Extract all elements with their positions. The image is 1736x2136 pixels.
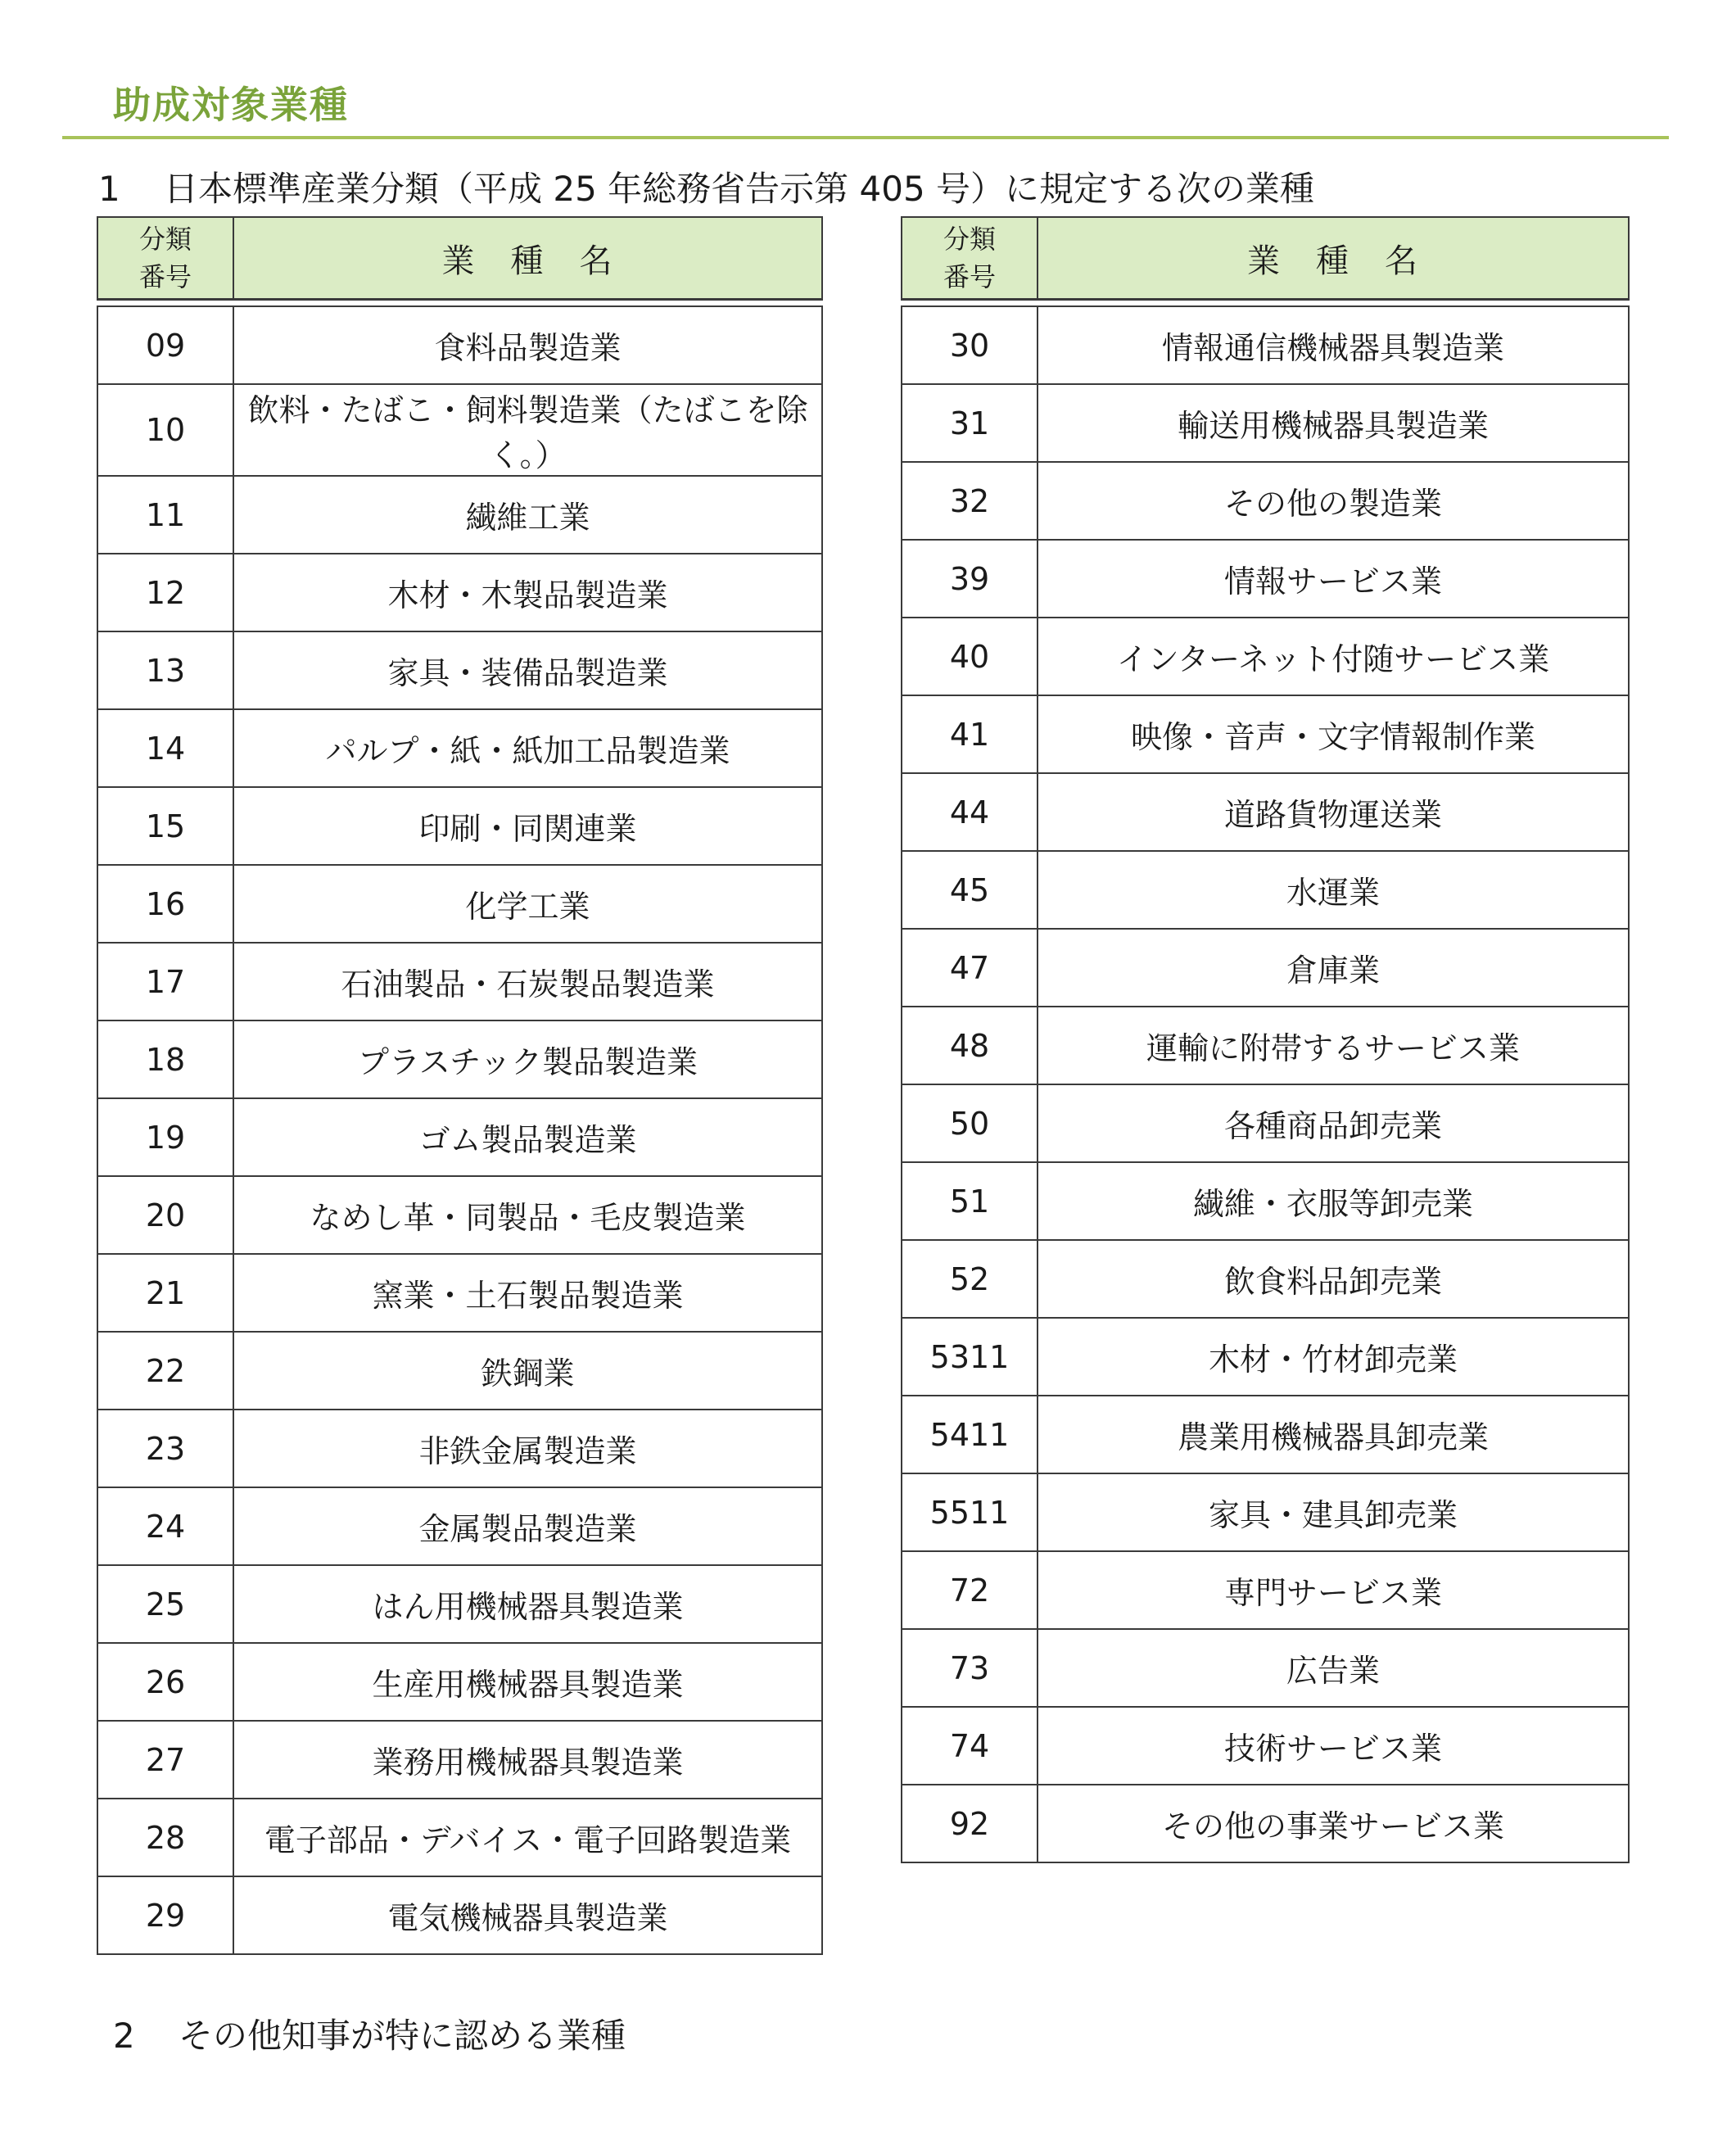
section-1-heading	[98, 162, 1314, 211]
table-row	[97, 865, 822, 943]
industry-name-cell: 家具・装備品製造業	[233, 631, 822, 709]
table-row	[97, 384, 822, 476]
industry-name-cell: 食料品製造業	[233, 306, 822, 384]
table-row	[902, 306, 1629, 384]
table-row	[97, 1254, 822, 1332]
industry-name-cell: 映像・音声・文字情報制作業	[1038, 695, 1629, 773]
industry-name-cell: 飲食料品卸売業	[1038, 1240, 1629, 1318]
table-row	[902, 851, 1629, 929]
industry-name-cell: 窯業・土石製品製造業	[233, 1254, 822, 1332]
classification-number-cell: 5411	[902, 1396, 1038, 1473]
industry-name-cell: 生産用機械器具製造業	[233, 1643, 822, 1721]
classification-number-cell: 30	[902, 306, 1038, 384]
industry-name-cell: なめし革・同製品・毛皮製造業	[233, 1176, 822, 1254]
industry-name-cell: 倉庫業	[1038, 929, 1629, 1007]
classification-number-cell: 24	[97, 1487, 233, 1565]
classification-number-cell: 13	[97, 631, 233, 709]
classification-number-cell: 17	[97, 943, 233, 1020]
table-row	[902, 1396, 1629, 1473]
table-row	[97, 1332, 822, 1410]
classification-number-cell: 09	[97, 306, 233, 384]
table-row	[902, 1551, 1629, 1629]
classification-number-cell: 27	[97, 1721, 233, 1799]
table-spacer-cell	[97, 300, 822, 307]
table-row	[902, 462, 1629, 540]
classification-number-cell: 32	[902, 462, 1038, 540]
table-row	[97, 1098, 822, 1176]
table-row	[902, 773, 1629, 851]
industry-name-cell: 木材・木製品製造業	[233, 554, 822, 631]
industry-name-cell: 木材・竹材卸売業	[1038, 1318, 1629, 1396]
classification-number-cell: 28	[97, 1799, 233, 1876]
classification-number-cell: 73	[902, 1629, 1038, 1707]
industry-name-cell: 化学工業	[233, 865, 822, 943]
table-row	[97, 1799, 822, 1876]
classification-number-cell: 20	[97, 1176, 233, 1254]
industry-name-cell: 石油製品・石炭製品製造業	[233, 943, 822, 1020]
table-row	[97, 476, 822, 554]
classification-number-cell: 47	[902, 929, 1038, 1007]
table-row	[902, 1785, 1629, 1862]
industry-name-cell: 電気機械器具製造業	[233, 1876, 822, 1954]
industry-name-cell: 各種商品卸売業	[1038, 1084, 1629, 1162]
table-row	[902, 1084, 1629, 1162]
classification-number-cell: 40	[902, 618, 1038, 695]
table-row	[97, 787, 822, 865]
classification-number-cell: 31	[902, 384, 1038, 462]
table-row	[97, 1487, 822, 1565]
table-row	[902, 618, 1629, 695]
classification-number-cell: 15	[97, 787, 233, 865]
industry-name-cell: 印刷・同関連業	[233, 787, 822, 865]
classification-number-cell: 51	[902, 1162, 1038, 1240]
industry-name-cell: 情報通信機械器具製造業	[1038, 306, 1629, 384]
table-row	[97, 631, 822, 709]
table-row	[902, 384, 1629, 462]
section-2-text: その他知事が特に認める業種	[179, 2016, 626, 2056]
classification-number-cell: 11	[97, 476, 233, 554]
table-row	[97, 1020, 822, 1098]
classification-number-cell: 23	[97, 1410, 233, 1487]
industry-name-cell: 繊維・衣服等卸売業	[1038, 1162, 1629, 1240]
table-row	[97, 943, 822, 1020]
industry-name-cell: 電子部品・デバイス・電子回路製造業	[233, 1799, 822, 1876]
table-row	[902, 1240, 1629, 1318]
section-2-number: 2	[113, 2016, 135, 2056]
classification-number-cell: 39	[902, 540, 1038, 618]
table-header-row	[902, 217, 1629, 300]
header-classification-number: 分類 番号	[97, 217, 233, 300]
classification-number-cell: 48	[902, 1007, 1038, 1084]
industry-name-cell: はん用機械器具製造業	[233, 1565, 822, 1643]
table-row	[902, 1473, 1629, 1551]
industry-name-cell: 運輸に附帯するサービス業	[1038, 1007, 1629, 1084]
section-1-number: 1	[98, 169, 120, 209]
classification-number-cell: 29	[97, 1876, 233, 1954]
industry-name-cell: 業務用機械器具製造業	[233, 1721, 822, 1799]
classification-number-cell: 26	[97, 1643, 233, 1721]
classification-number-cell: 16	[97, 865, 233, 943]
classification-number-cell: 44	[902, 773, 1038, 851]
industry-name-cell: パルプ・紙・紙加工品製造業	[233, 709, 822, 787]
industry-name-cell: 専門サービス業	[1038, 1551, 1629, 1629]
table-row	[902, 1318, 1629, 1396]
table-row	[902, 1162, 1629, 1240]
industry-name-cell: その他の製造業	[1038, 462, 1629, 540]
classification-number-cell: 45	[902, 851, 1038, 929]
classification-number-cell: 74	[902, 1707, 1038, 1785]
industry-name-cell: 繊維工業	[233, 476, 822, 554]
industry-name-cell: インターネット付随サービス業	[1038, 618, 1629, 695]
table-spacer-row	[97, 300, 822, 307]
table-row	[902, 929, 1629, 1007]
classification-number-cell: 41	[902, 695, 1038, 773]
industry-name-cell: 鉄鋼業	[233, 1332, 822, 1410]
table-row	[97, 1643, 822, 1721]
table-row	[902, 695, 1629, 773]
industry-name-cell: 水運業	[1038, 851, 1629, 929]
table-row	[97, 1721, 822, 1799]
classification-number-cell: 14	[97, 709, 233, 787]
industry-name-cell: ゴム製品製造業	[233, 1098, 822, 1176]
industry-name-cell: 非鉄金属製造業	[233, 1410, 822, 1487]
industry-name-cell: 広告業	[1038, 1629, 1629, 1707]
table-row	[902, 1629, 1629, 1707]
table-row	[902, 1707, 1629, 1785]
industry-name-cell: 道路貨物運送業	[1038, 773, 1629, 851]
industry-name-cell: 技術サービス業	[1038, 1707, 1629, 1785]
classification-number-cell: 21	[97, 1254, 233, 1332]
classification-number-cell: 25	[97, 1565, 233, 1643]
header-classification-number: 分類 番号	[902, 217, 1038, 300]
section-2-heading	[113, 2009, 626, 2058]
industry-name-cell: 飲料・たばこ・飼料製造業（たばこを除く。）	[233, 384, 822, 476]
classification-number-cell: 52	[902, 1240, 1038, 1318]
industry-table-right	[901, 216, 1630, 1863]
classification-number-cell: 10	[97, 384, 233, 476]
classification-number-cell: 5311	[902, 1318, 1038, 1396]
industry-name-cell: 農業用機械器具卸売業	[1038, 1396, 1629, 1473]
industry-table-left	[97, 216, 823, 1955]
classification-number-cell: 12	[97, 554, 233, 631]
table-row	[97, 1565, 822, 1643]
table-spacer-row	[902, 300, 1629, 307]
table-row	[97, 306, 822, 384]
section-1-text: 日本標準産業分類（平成 25 年総務省告示第 405 号）に規定する次の業種	[164, 169, 1315, 209]
page-title: 助成対象業種	[113, 83, 349, 127]
table-row	[97, 1176, 822, 1254]
table-header-row	[97, 217, 822, 300]
industry-name-cell: その他の事業サービス業	[1038, 1785, 1629, 1862]
header-industry-name: 業 種 名	[233, 217, 822, 300]
classification-number-cell: 18	[97, 1020, 233, 1098]
table-spacer-cell	[902, 300, 1629, 307]
industry-name-cell: 輸送用機械器具製造業	[1038, 384, 1629, 462]
table-row	[97, 1876, 822, 1954]
table-row	[97, 554, 822, 631]
classification-number-cell: 50	[902, 1084, 1038, 1162]
industry-name-cell: 家具・建具卸売業	[1038, 1473, 1629, 1551]
classification-number-cell: 22	[97, 1332, 233, 1410]
industry-name-cell: 金属製品製造業	[233, 1487, 822, 1565]
table-row	[902, 1007, 1629, 1084]
industry-name-cell: 情報サービス業	[1038, 540, 1629, 618]
industry-name-cell: プラスチック製品製造業	[233, 1020, 822, 1098]
classification-number-cell: 19	[97, 1098, 233, 1176]
title-rule	[62, 136, 1669, 139]
classification-number-cell: 5511	[902, 1473, 1038, 1551]
classification-number-cell: 92	[902, 1785, 1038, 1862]
table-row	[902, 540, 1629, 618]
classification-number-cell: 72	[902, 1551, 1038, 1629]
header-industry-name: 業 種 名	[1038, 217, 1629, 300]
table-row	[97, 709, 822, 787]
table-row	[97, 1410, 822, 1487]
